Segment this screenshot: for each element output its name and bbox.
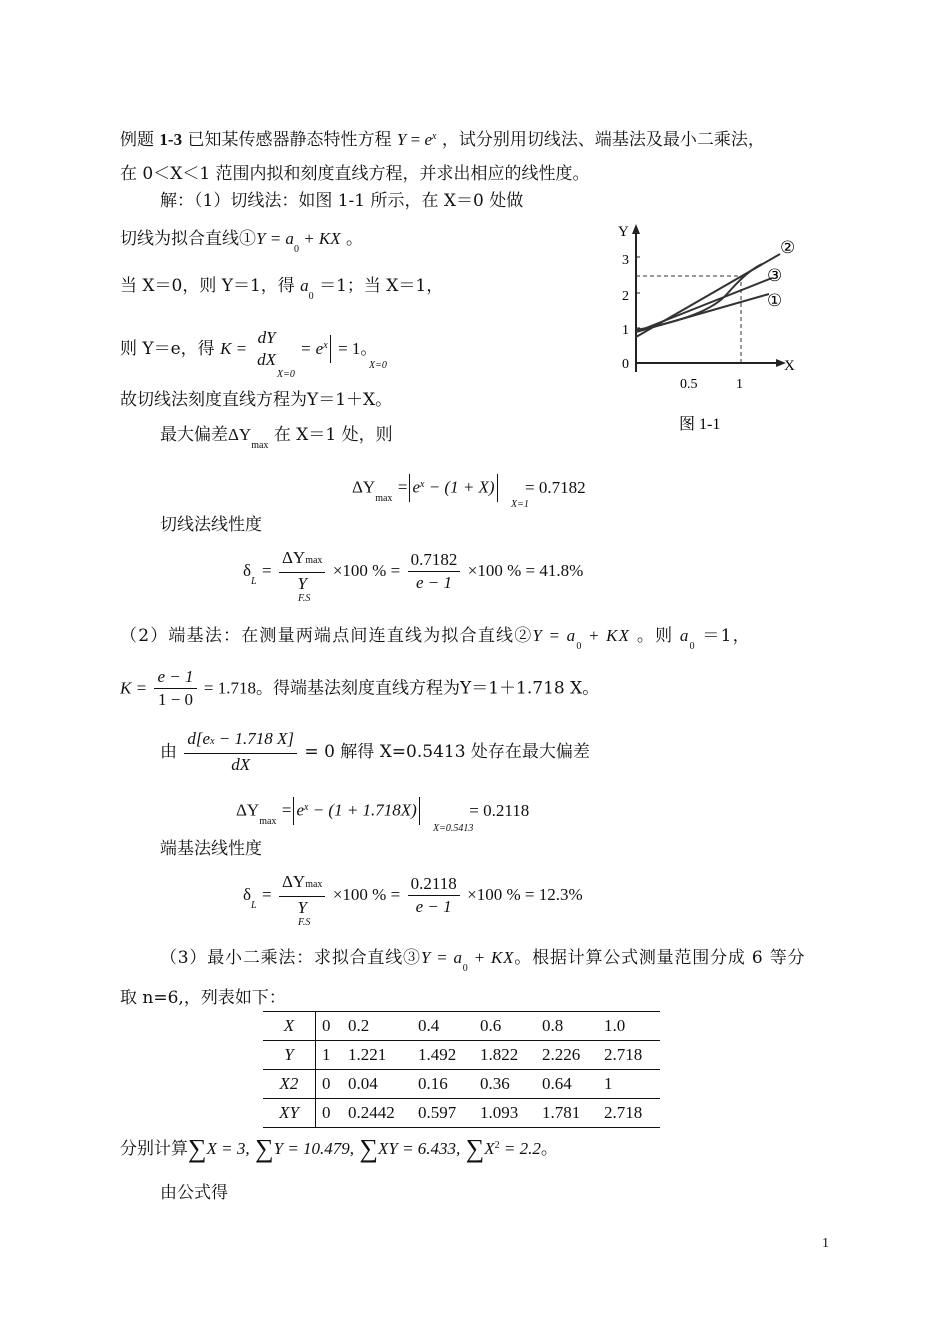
part3-sum2: Y = 10.479, [273,1139,355,1158]
example-heading-line [120,129,765,154]
part2-frac-den [279,897,325,919]
part2-frac-value [408,873,460,918]
x-tick-1: 1 [736,377,743,392]
table-cell: 1.221 [342,1041,412,1070]
part2-deviation-equation: $\Delta Y_{max} = e^x - (1 + 1.718X) = 0.2118$ [236,797,529,825]
part2-result: 。得端基法刻度直线方程为Y＝1＋1.718 X。 [256,678,600,699]
part2-times100: ×100 % = [332,885,401,904]
part2-deriv-num-d: d[e [187,729,211,748]
table-cell: 2.718 [598,1099,660,1128]
part1-max-sub: max [251,440,269,451]
part1-cond2: ＝1；当 X＝1， [319,276,444,296]
part2-k: K = [120,678,148,698]
table-cell: 0.16 [412,1070,474,1099]
part2-at-x: X=0.5413 [433,823,474,834]
part3-sum4-sup: 2 [494,1140,500,1151]
table-row [263,1012,660,1041]
table-row [263,1099,660,1128]
part1-at-x0-right: X=0 [369,360,387,371]
part1-dev-value: = 0.7182 [525,477,586,497]
equation-y: Y [396,130,407,149]
part1-maxdev-pre: 最大偏差 [160,425,228,445]
part1-conditions [120,275,443,300]
part3-line1-pre: （3）最小二乘法：求拟合直线③ [160,948,421,968]
part1-linearity-label: 切线法线性度 [160,515,262,535]
part2-k-num: e − 1 [154,666,196,689]
example-line-2: 在 0＜X＜1 范围内拟和刻度直线方程，并求出相应的线性度。 [120,164,590,184]
part1-k: K = [220,339,248,358]
y-tick-2: 2 [622,289,629,304]
part2-deriv-post: = 0 解得 X=0.5413 处存在最大偏差 [304,742,590,762]
part1-intro: 解：（1）切线法：如图 1-1 所示，在 X＝0 处做 [160,191,524,211]
part1-dydx-fraction [255,327,279,371]
part1-dev-x: x [419,478,425,490]
part2-eq-sub: 0 [576,641,583,652]
y-axis-arrow-icon [632,224,640,234]
part1-result: 故切线法刻度直线方程为Y＝1＋X。 [120,390,393,410]
part1-cond1: 当 X＝0，则 Y＝1，得 [120,276,295,296]
part1-dev-e: e [412,477,420,497]
part2-line1 [120,625,751,650]
part2-frac-dy-yfs [279,871,325,919]
part2-lin-result: ×100 % = 12.3% [467,885,583,904]
part2-line1-mid: 。则 [636,626,674,646]
part2-dev-value: = 0.2118 [469,800,530,820]
example-number: 1-3 [159,130,183,149]
table-cell: 0.4 [412,1012,474,1041]
curve-label-1: ① [767,291,783,310]
part3-sum3: XY = 6.433, [378,1139,461,1158]
table-row-head: XY [263,1099,316,1128]
equation-x-exponent: x [432,131,437,142]
part1-frac-num [279,547,325,573]
part1-den-val: e − 1 [415,572,452,592]
part2-abs-left [293,797,294,825]
table-row [263,1041,660,1070]
part2-linearity-equation: $\delta_L$ = $\frac{\Delta Ymax}{Y}$ ×100 % = $\frac{0.2118}{e - 1}$ ×100 % = 12.3% [243,872,583,917]
part1-fs-sub: F.S [298,593,311,604]
table-cell: 1.822 [474,1041,536,1070]
part3-eq-sub: 0 [462,963,469,974]
table-cell: 0.04 [342,1070,412,1099]
part1-line-post: 。 [340,229,364,249]
sum-icon: ∑ [465,1134,485,1163]
part2-dev-x: x [303,801,309,813]
page-number: 1 [822,1236,829,1251]
example-text-2: ，试分别用切线法、端基法及最小二乘法， [441,130,765,150]
part2-deriv-fraction [184,728,297,776]
table-cell: 1 [598,1070,660,1099]
part1-linearity-equation: $\delta_L$ = $\frac{\Delta Ymax}{Y}$ ×100 % = $\frac{0.7182}{e - 1}$ ×100 % = 41.8% [243,548,584,593]
data-table [263,1011,660,1128]
part1-eq-lhs: Y = a [256,229,294,248]
part1-line-text: 切线为拟合直线① [120,229,256,249]
table-row [263,1070,660,1099]
part2-frac-num [279,871,325,897]
table-cell: 0 [316,1012,343,1041]
curve-label-3: ③ [767,266,783,285]
part1-dymax: ΔY [228,425,252,444]
table-cell: 0 [316,1070,343,1099]
part3-sums-post: 。 [540,1139,558,1159]
table-cell: 0.2 [342,1012,412,1041]
y-axis-label: Y [618,224,629,240]
part1-times100: ×100 % = [332,561,401,580]
part1-frac-dy: ΔY [281,548,306,567]
table-cell: 0.8 [536,1012,598,1041]
part2-deriv-den: dX [231,755,251,774]
part3-sums-line [120,1134,558,1163]
part3-line1-post: 。根据计算公式测量范围分成 6 等分 [514,948,806,968]
part2-k-den: 1 − 0 [157,690,194,709]
y-tick-0: 0 [622,357,629,372]
part2-line1-pre: （2）端基法：在测量两端点间连直线为拟合直线② [120,626,533,646]
table-cell: 0.597 [412,1099,474,1128]
table-cell: 2.226 [536,1041,598,1070]
example-lead: 例题 [120,130,154,150]
table-cell: 1 [316,1041,343,1070]
part3-sum4-x: X [484,1139,495,1158]
table-cell: 0.36 [474,1070,536,1099]
part1-dy: dY [257,328,276,347]
part3-eq-rhs: + KX [468,948,515,967]
part3-line1 [160,947,805,972]
y-tick-3: 3 [622,253,629,268]
part2-delta: δ [243,885,252,904]
part1-delta: δ [243,561,252,580]
part1-deviation-equation: $\Delta Y_{max} = e^x - (1 + X) = 0.7182$ [352,474,586,502]
part1-dx: dX [257,350,276,369]
part1-derivative [120,327,377,371]
part2-frac-y: Y [297,898,307,917]
part1-dev-max: max [375,492,393,504]
part2-deriv-pre: 由 [160,742,177,762]
part2-deriv-num-x: x [210,736,215,747]
part2-den-val: e − 1 [415,896,452,916]
part3-formula: 由公式得 [160,1183,228,1203]
part3-eq: Y = a [420,948,463,967]
table-cell: 0.64 [536,1070,598,1099]
table-cell: 1.093 [474,1099,536,1128]
part1-frac-y: Y [297,574,307,593]
sum-icon: ∑ [188,1134,207,1163]
example-text: 已知某传感器静态特性方程 [187,130,392,150]
part1-maxdev-post: 在 X＝1 处，则 [273,425,393,445]
part2-dev-rest: − (1 + 1.718X) [308,800,417,820]
part2-deriv-num [184,728,297,754]
curve-line-3 [636,278,772,332]
part1-num-val: 0.7182 [408,549,461,572]
table-cell: 1.492 [412,1041,474,1070]
part1-eq-rhs: + KX [298,229,341,248]
sum-icon: ∑ [359,1134,378,1163]
part3-sums-pre: 分别计算 [120,1139,188,1159]
part2-dev-max: max [259,815,277,827]
part1-at-x0-left: X=0 [277,369,295,380]
part2-num-val: 0.2118 [408,873,460,896]
part1-a: a [300,276,309,295]
part1-eq-sub: 0 [293,244,299,255]
part1-dev-rest: − (1 + X) [424,477,495,497]
table-row-head: X2 [263,1070,316,1099]
part1-a-sub: 0 [308,291,314,302]
part2-k-fraction [154,666,196,711]
x-axis-label: X [784,358,795,374]
part1-eq-one: = 1。 [338,339,378,358]
part2-frac-dy: ΔY [281,872,306,891]
figure-caption: 图 1-1 [679,416,721,432]
table-row-head: X [263,1012,316,1041]
part2-dev-dy: ΔY [236,800,260,820]
part1-eq-ex: = e [299,339,324,358]
part2-linearity-label: 端基法线性度 [160,839,262,859]
sum-icon: ∑ [255,1134,274,1163]
part1-maxdev [160,424,393,449]
equation-e: e [424,130,432,149]
part2-dev-e: e [296,800,304,820]
curve-label-2: ② [780,238,796,257]
table-cell: 2.718 [598,1041,660,1070]
part2-abs-right [419,797,420,825]
part2-delta-sub: L [251,899,257,911]
part1-frac-value [408,549,461,594]
exp-curve [636,264,762,330]
part2-frac-max: max [305,879,323,890]
part1-frac-den [279,573,325,595]
part2-a-sub: 0 [689,641,696,652]
equation-equals: = [406,130,425,149]
part1-x-exp: x [323,339,328,351]
part2-a: a [679,626,690,645]
part2-k-val: = 1.718 [203,678,256,698]
table-cell: 0 [316,1099,343,1128]
part1-tangent-line [120,228,363,253]
part2-eq-rhs: + KX [582,626,631,645]
part3-line2: 取 n=6,，列表如下： [120,988,286,1008]
part1-at-x1: X=1 [511,499,529,510]
part1-delta-sub: L [251,575,257,587]
y-tick-1: 1 [622,323,629,338]
part2-derivative-line [160,728,590,776]
table-cell: 0.6 [474,1012,536,1041]
part1-dev-dy: ΔY [352,477,376,497]
part2-fs-sub: F.S [298,917,311,928]
part2-k-line [120,666,599,711]
part3-sum4-val: = 2.2 [499,1139,541,1158]
part1-abs-right [497,474,498,502]
figure-1-1 [612,222,812,432]
part2-line1-post: ＝1， [702,626,751,646]
table-cell: 1.0 [598,1012,660,1041]
part1-eval-bar [330,335,331,363]
table-cell: 1.781 [536,1099,598,1128]
part1-frac-dy-yfs [279,547,325,595]
part2-eq: Y = a [532,626,577,645]
part1-lin-result: ×100 % = 41.8% [467,561,584,580]
part2-deriv-num-rest: − 1.718 X] [214,729,295,748]
table-cell: 0.2442 [342,1099,412,1128]
part1-then: 则 Y＝e，得 [120,339,215,359]
part1-frac-max: max [305,555,323,566]
part1-abs-left [409,474,410,502]
part3-sum1: X = 3, [206,1139,250,1158]
table-row-head: Y [263,1041,316,1070]
x-tick-0-5: 0.5 [680,377,698,392]
